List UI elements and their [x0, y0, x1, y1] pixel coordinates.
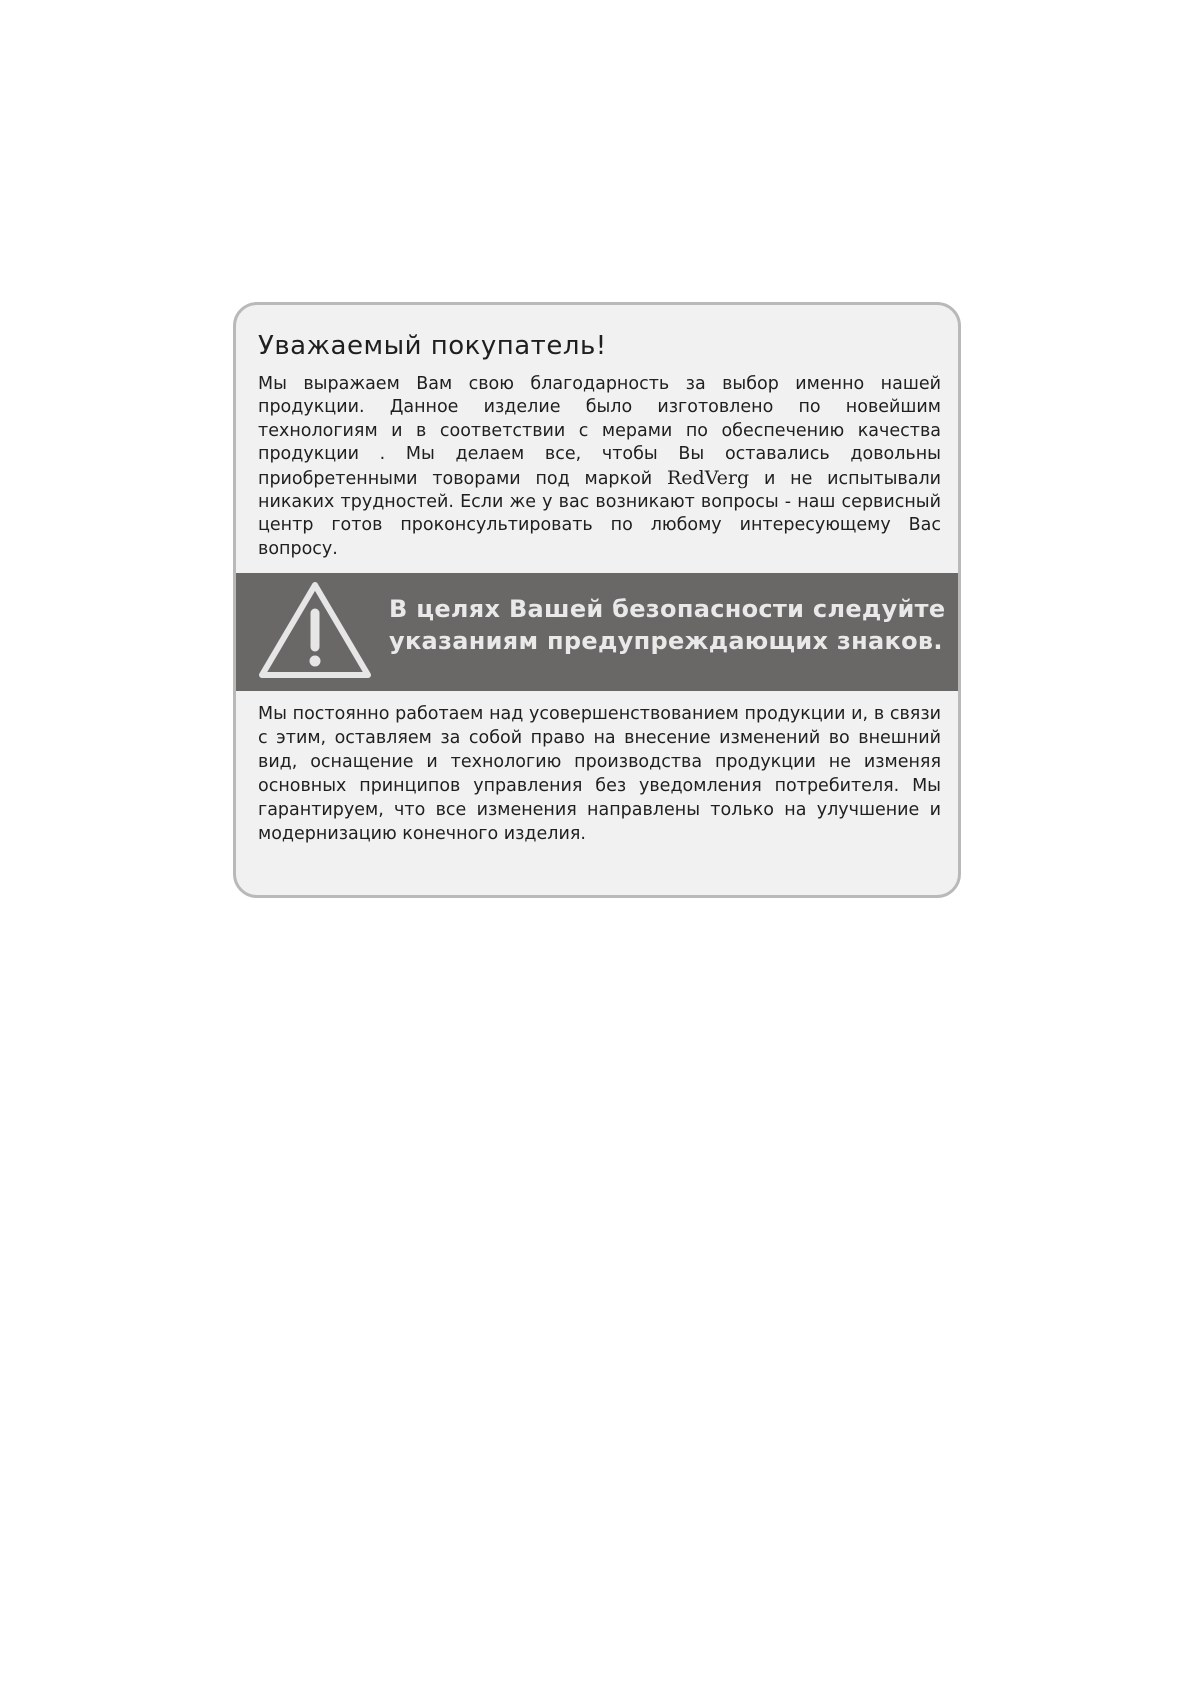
changes-notice-paragraph: Мы постоянно работаем над усовершенствованием продукции и, в связи с этим, оставляем за собой право на внесение изменений во внешний вид, оснащение и технологию производства продукции не изменяя основных принципов управления без уведомления потребителя. Мы гарантируем, что все изменения направлены только на улучшение и модернизацию конечного изделия. [258, 704, 941, 844]
warning-line-1: В целях Вашей безопасности следуйте [389, 595, 946, 623]
intro-paragraph [258, 373, 941, 561]
warning-line-2: указаниям предупреждающих знаков. [389, 627, 943, 655]
intro-text-end: и не испытывали никаких трудностей. Если же у вас возникают вопросы - наш сервисный центр готов проконсультировать по любому интересующему Вас вопросу. [258, 468, 941, 559]
customer-notice-card [233, 302, 961, 898]
safety-warning-text [389, 593, 949, 657]
warning-triangle-icon [256, 577, 374, 681]
intro-text-start: Мы выражаем Вам свою благодарность за выбор именно нашей продукции. Данное изделие было изготовлено по новейшим технологиям и в соответствии с мерами по обеспечению качества продукции . Мы делаем все, чтобы Вы оставались довольны приобретенными товорами под маркой [258, 374, 941, 489]
greeting-heading: Уважаемый покупатель! [258, 331, 607, 361]
safety-warning-band [236, 573, 958, 691]
brand-name: RedVerg [666, 466, 750, 489]
